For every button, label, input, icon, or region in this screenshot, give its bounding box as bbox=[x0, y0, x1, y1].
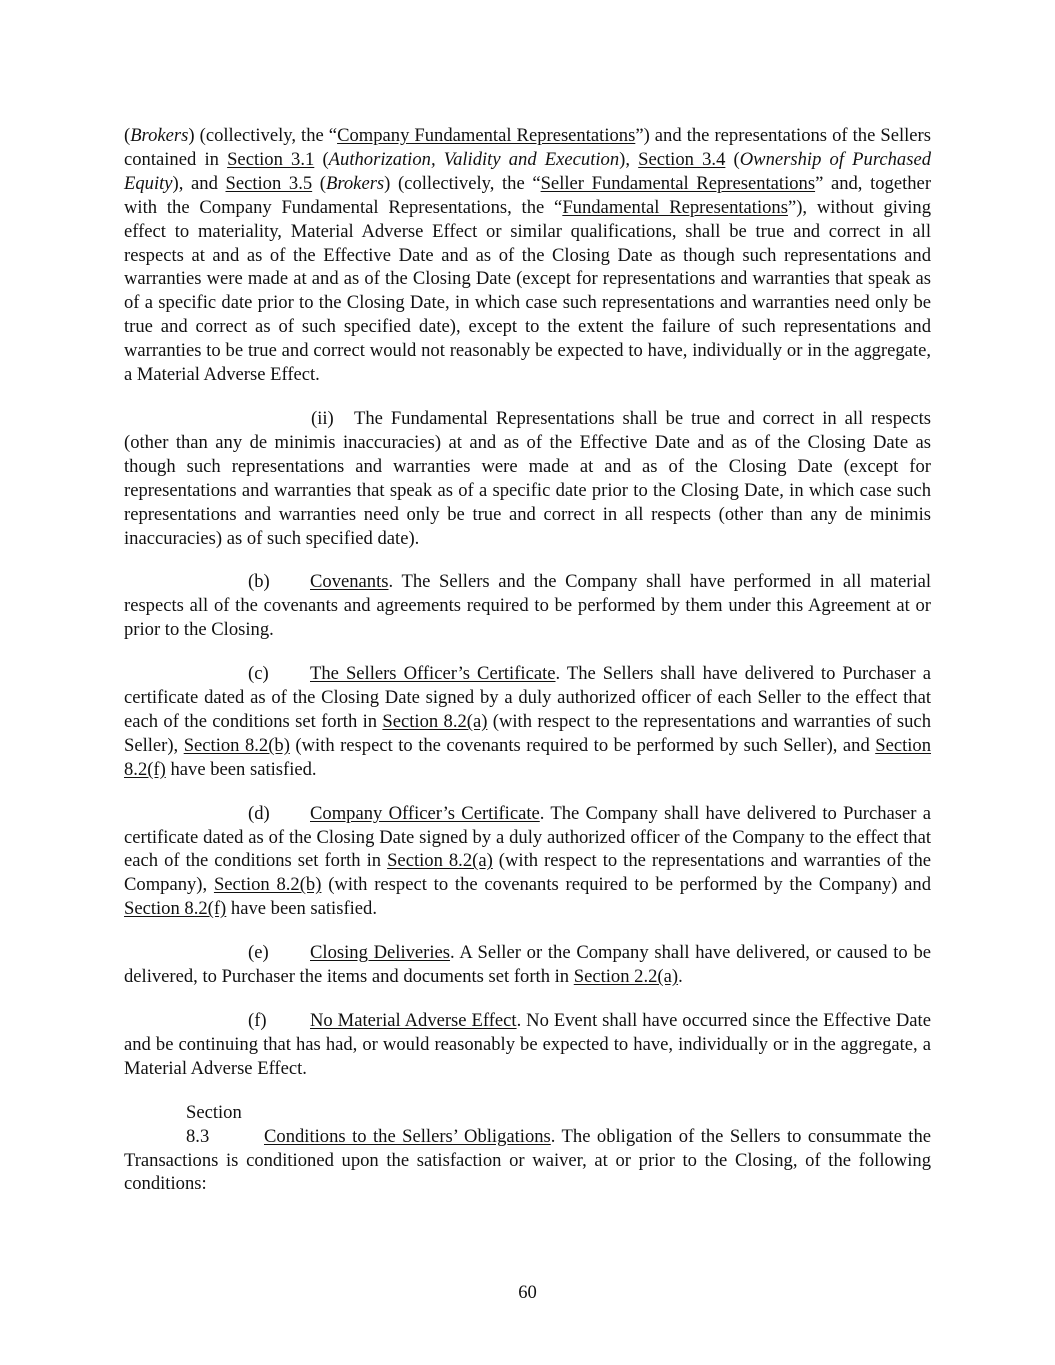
section-reference: Section 8.2(b) bbox=[183, 734, 290, 756]
italic-text: Authorization, Validity and Execution bbox=[328, 148, 620, 170]
text-run: (with respect to the representations and warranties of such Seller), bbox=[124, 710, 931, 756]
italic-text: Brokers bbox=[130, 125, 189, 146]
text-run: . The Company shall have delivered to Purchaser a certificate dated as of the Closing Date signed by a duly authorized officer of the Company to the effect that each of the conditions set forth in bbox=[124, 802, 931, 872]
paragraph-a-ii bbox=[124, 407, 931, 550]
section-reference: Section 3.5 bbox=[225, 172, 313, 194]
text-run: (with respect to the covenants required to be performed by the Company) and bbox=[321, 874, 932, 896]
paragraph-d-company-officer-certificate bbox=[124, 802, 931, 922]
text-run: ”) and the representations of the Sellers contained in bbox=[124, 125, 931, 170]
section-reference: Section 8.2(b) bbox=[213, 874, 322, 896]
section-heading: Conditions to the Sellers’ Obligations bbox=[264, 1125, 551, 1147]
text-run: (with respect to the representations and warranties of the Company), bbox=[124, 850, 931, 896]
clause-number: (ii) bbox=[311, 407, 334, 429]
defined-term: Fundamental Representations bbox=[562, 196, 788, 218]
section-reference: Section 2.2(a) bbox=[573, 966, 679, 988]
text-run: . The Sellers and the Company shall have performed in all material respects all of the covenants and agreements required to be performed by them under this Agreement at or prior to the Closing. bbox=[124, 571, 931, 641]
text-run: ), and bbox=[172, 172, 226, 194]
text-run: . No Event shall have occurred since the Effective Date and be continuing that has had, or would reasonably be expected to have, individually or in the aggregate, a Material Adverse Effect. bbox=[124, 1010, 931, 1079]
clause-heading: Company Officer’s Certificate bbox=[310, 802, 540, 824]
paragraph-c-sellers-officer-certificate bbox=[124, 662, 931, 782]
text-run: ) (collectively, the “ bbox=[384, 172, 541, 194]
text-run: ( bbox=[312, 172, 326, 194]
text-run: . The Sellers shall have delivered to Purchaser a certificate dated as of the Closing Date signed by a duly authorized officer of each Seller to the effect that each of the conditions set forth in bbox=[124, 663, 931, 732]
text-run: (with respect to the covenants required to be performed by such Seller), and bbox=[289, 734, 876, 756]
clause-number: (e) bbox=[248, 942, 269, 964]
document-page bbox=[124, 124, 931, 1196]
text-run: ) (collectively, the “ bbox=[188, 125, 338, 146]
paragraph-b-covenants bbox=[124, 570, 931, 642]
text-run: . The obligation of the Sellers to consummate the Transactions is conditioned upon the satisfaction or waiver, at or prior to the Closing, of the following conditions: bbox=[124, 1125, 931, 1195]
defined-term: Seller Fundamental Representations bbox=[540, 172, 816, 194]
text-run: ), bbox=[619, 148, 639, 170]
defined-term: Company Fundamental Representations bbox=[337, 125, 636, 146]
italic-text: Ownership of Purchased Equity bbox=[124, 148, 932, 194]
section-reference: Section 8.2(a) bbox=[387, 850, 493, 872]
clause-number: (b) bbox=[248, 571, 270, 593]
text-run: . A Seller or the Company shall have delivered, or caused to be delivered, to Purchaser the items and documents set forth in bbox=[124, 942, 931, 988]
text-run: ”), without giving effect to materiality, Material Adverse Effect or similar qualifications, shall be true and correct in all respects at and as of the Effective Date and as of the Closing Date as though such representations and warranties were made at and as of the Closing Date (except for representations and warranties that speak as of a specific date prior to the Closing Date, in which case such representations and warranties need only be true and correct as of such specified date), except to the extent the failure of such representations and warranties to be true and correct would not reasonably be expected to have, individually or in the aggregate, a Material Adverse Effect. bbox=[124, 196, 931, 386]
text-run: have been satisfied. bbox=[226, 898, 378, 920]
section-reference: Section 8.2(f) bbox=[124, 898, 227, 920]
clause-heading: Closing Deliveries bbox=[310, 942, 451, 964]
clause-number: (f) bbox=[248, 1010, 267, 1031]
italic-text: Brokers bbox=[325, 172, 385, 194]
section-reference: Section 8.2(a) bbox=[382, 710, 488, 732]
clause-heading: The Sellers Officer’s Certificate bbox=[310, 663, 556, 685]
text-run: ( bbox=[314, 148, 329, 170]
text-run: have been satisfied. bbox=[165, 758, 317, 780]
text-run: . bbox=[678, 966, 683, 988]
section-reference: Section 3.4 bbox=[638, 148, 726, 170]
page-number: 60 bbox=[518, 1282, 537, 1303]
clause-number: (c) bbox=[248, 663, 269, 685]
clause-number: (d) bbox=[248, 802, 270, 824]
text-run: The Fundamental Representations shall be true and correct in all respects (other than any de minimis inaccuracies) at and as of the Effective Date and as of the Closing Date as though such representations and warranties were made at and as of the Closing Date (except for representations and warranties that speak as of a specific date prior to the Closing Date, in which case such representations and warranties need only be true and correct in all respects (other than any de minimis inaccuracies) as of such specified date). bbox=[124, 407, 931, 549]
section-reference: Section 3.1 bbox=[227, 148, 315, 170]
section-number: Section 8.3 bbox=[186, 1101, 242, 1147]
clause-heading: Covenants bbox=[310, 571, 389, 593]
clause-heading: No Material Adverse Effect bbox=[310, 1010, 517, 1031]
section-reference: Section 8.2(f) bbox=[124, 734, 932, 780]
paragraph-a-i-continued: (Brokers) (collectively, the “Company Fundamental Representations”) and the representations of the Sellers contained in Section 3.1 (Authorization, Validity and Execution), Section 3.4 (Ownership of Purchased Equity), and Section 3.5 (Brokers) (collectively, the “Seller Fundamental Representations” and, together with the Company Fundamental Representations, the “Fundamental Representations”), without giving effect to materiality, Material Adverse Effect or similar qualifications, shall be true and correct in all respects at and as of the Effective Date and as of the Closing Date as though such representations and warranties were made at and as of the Closing Date (except for representations and warranties that speak as of a specific date prior to the Closing Date, in which case such representations and warranties need only be true and correct as of such specified date), except to the extent the failure of such representations and warranties to be true and correct would not reasonably be expected to have, individually or in the aggregate, a Material Adverse Effect. bbox=[124, 125, 932, 386]
text-run: ( bbox=[725, 148, 740, 170]
paragraph-f-no-material-adverse-effect bbox=[124, 1009, 931, 1081]
section-8-3-paragraph bbox=[124, 1101, 931, 1197]
paragraph-e-closing-deliveries bbox=[124, 941, 931, 989]
text-run: ” and, together with the Company Fundamental Representations, the “ bbox=[124, 172, 932, 218]
